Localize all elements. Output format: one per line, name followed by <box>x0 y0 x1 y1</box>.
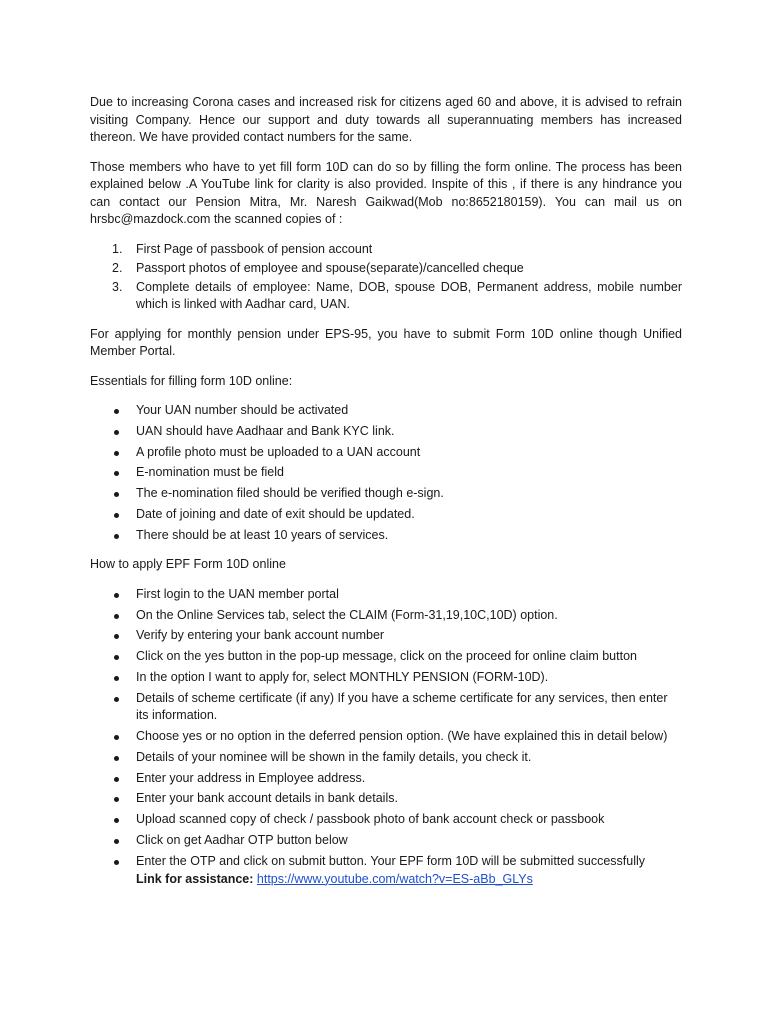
list-item: Date of joining and date of exit should be updated. <box>90 506 682 524</box>
list-item: Enter your address in Employee address. <box>90 770 682 788</box>
bullet-icon <box>114 676 119 681</box>
list-item: Details of scheme certificate (if any) If you have a scheme certificate for any services, then enter its information. <box>90 690 682 725</box>
list-item <box>90 260 682 278</box>
list-item: Enter your bank account details in bank details. <box>90 790 682 808</box>
bullet-icon <box>114 839 119 844</box>
bullet-icon <box>114 492 119 497</box>
bullet-icon <box>114 777 119 782</box>
list-item-text: Passport photos of employee and spouse(separate)/cancelled cheque <box>136 260 524 275</box>
list-item: Click on get Aadhar OTP button below <box>90 832 682 850</box>
instructions-paragraph: Those members who have to yet fill form 10D can do so by filling the form online. The process has been explained below .A YouTube link for clarity is also provided. Inspite of this , if there is any hindrance you can contact our Pension Mitra, Mr. Naresh Gaikwad(Mob no:8652180159). You can mail us on hrsbc@mazdock.com the scanned copies of : <box>90 159 682 226</box>
bullet-icon <box>114 655 119 660</box>
list-number: 2. <box>112 260 123 275</box>
list-item: Verify by entering your bank account number <box>90 627 682 645</box>
assistance-label: Link for assistance: <box>136 871 254 886</box>
bullet-icon <box>114 593 119 598</box>
list-item: Upload scanned copy of check / passbook photo of bank account check or passbook <box>90 811 682 829</box>
bullet-icon <box>114 735 119 740</box>
list-item: There should be at least 10 years of services. <box>90 527 682 545</box>
bullet-icon <box>114 697 119 702</box>
list-item: Enter the OTP and click on submit button. Your EPF form 10D will be submitted successfully <box>90 853 682 871</box>
essentials-heading: Essentials for filling form 10D online: <box>90 373 293 388</box>
youtube-link[interactable]: https://www.youtube.com/watch?v=ES-aBb_GLYs <box>256 871 533 886</box>
bullet-icon <box>114 513 119 518</box>
list-item: In the option I want to apply for, select MONTHLY PENSION (FORM-10D). <box>90 669 682 687</box>
list-item: A profile photo must be uploaded to a UAN account <box>90 444 682 462</box>
bullet-icon <box>114 534 119 539</box>
list-item: E-nomination must be field <box>90 464 682 482</box>
list-item: UAN should have Aadhaar and Bank KYC link. <box>90 423 682 441</box>
bullet-icon <box>114 614 119 619</box>
list-item-text: First Page of passbook of pension account <box>136 241 373 256</box>
steps-list <box>90 586 682 871</box>
list-item <box>90 241 682 259</box>
documents-list <box>90 241 682 314</box>
bullet-icon <box>114 860 119 865</box>
list-number: 1. <box>112 241 123 256</box>
intro-paragraph: Due to increasing Corona cases and increased risk for citizens aged 60 and above, it is advised to refrain visiting Company. Hence our support and duty towards all superannuating members has increased thereon. We have provided contact numbers for the same. <box>90 95 682 144</box>
bullet-icon <box>114 797 119 802</box>
bullet-icon <box>114 756 119 761</box>
bullet-icon <box>114 634 119 639</box>
bullet-icon <box>114 818 119 823</box>
bullet-icon <box>114 409 119 414</box>
list-item: Click on the yes button in the pop-up message, click on the proceed for online claim button <box>90 648 682 666</box>
list-item-text: Complete details of employee: Name, DOB, spouse DOB, Permanent address, mobile number which is linked with Aadhar card, UAN. <box>136 279 682 311</box>
list-item: Details of your nominee will be shown in the family details, you check it. <box>90 749 682 767</box>
bullet-icon <box>114 430 119 435</box>
eps-paragraph: For applying for monthly pension under EPS-95, you have to submit Form 10D online though Unified Member Portal. <box>90 326 682 358</box>
assistance-line <box>90 871 682 889</box>
list-number: 3. <box>112 279 123 294</box>
bullet-icon <box>114 471 119 476</box>
essentials-list <box>90 402 682 544</box>
list-item: Choose yes or no option in the deferred pension option. (We have explained this in detail below) <box>90 728 682 746</box>
list-item <box>90 279 682 314</box>
bullet-icon <box>114 451 119 456</box>
list-item: The e-nomination filed should be verified though e-sign. <box>90 485 682 503</box>
list-item: First login to the UAN member portal <box>90 586 682 604</box>
list-item: On the Online Services tab, select the CLAIM (Form-31,19,10C,10D) option. <box>90 607 682 625</box>
how-to-heading: How to apply EPF Form 10D online <box>90 557 286 572</box>
list-item: Your UAN number should be activated <box>90 402 682 420</box>
